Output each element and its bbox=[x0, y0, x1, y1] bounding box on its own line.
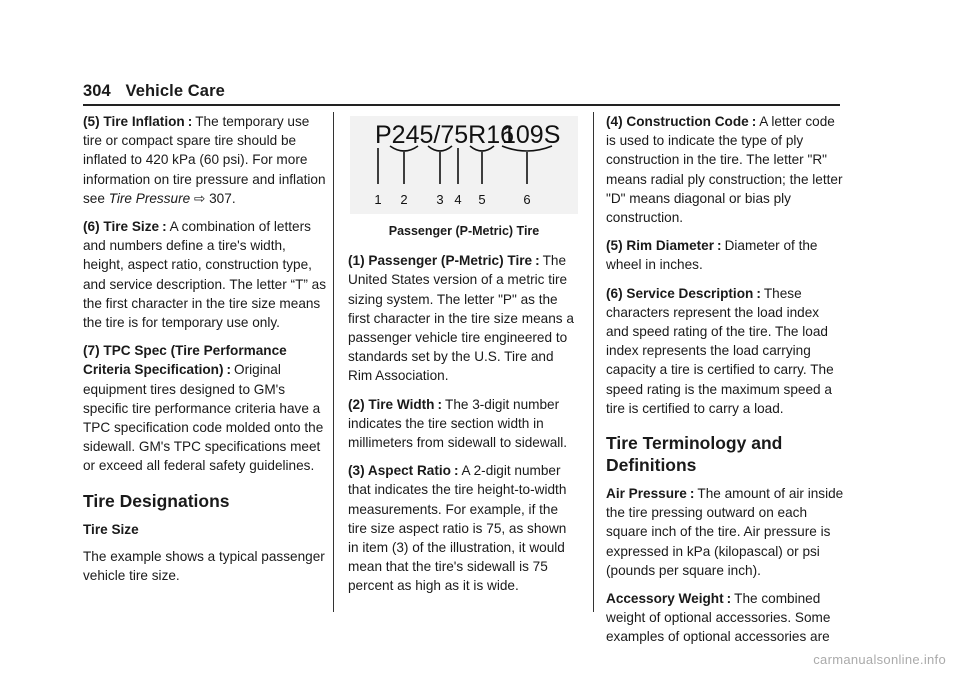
colon: : bbox=[751, 114, 757, 129]
tire-size-illustration bbox=[350, 116, 578, 214]
page-reference[interactable]: ⇨ 307 bbox=[193, 190, 232, 206]
tire-inflation-entry bbox=[83, 112, 327, 208]
section-title: Vehicle Care bbox=[125, 82, 225, 100]
definition: The United States version of a metric tire sizing system. The letter "P" as the first character in the tire size means a passenger vehicle tire engineered to standards set by the U.S. Tire and Rim Association. bbox=[348, 253, 574, 384]
construction-code-entry bbox=[606, 112, 844, 227]
callout-3: 3 bbox=[436, 192, 444, 207]
page-number: 304 bbox=[83, 82, 111, 100]
column-1 bbox=[83, 112, 327, 594]
column-2 bbox=[348, 112, 580, 605]
tire-designations-heading: Tire Designations bbox=[83, 490, 230, 511]
definition: The combined weight of optional accessories. Some examples of optional accessories are bbox=[606, 591, 831, 645]
figure-caption: Passenger (P-Metric) Tire bbox=[388, 224, 540, 238]
aspect-ratio-entry bbox=[348, 461, 580, 595]
callout-2: 2 bbox=[400, 192, 408, 207]
term: Accessory Weight bbox=[606, 591, 724, 607]
column-divider bbox=[333, 112, 334, 612]
callout-4: 4 bbox=[454, 192, 462, 207]
colon: : bbox=[689, 486, 695, 502]
term: (6) Service Description bbox=[606, 285, 754, 301]
term: (4) Construction Code bbox=[606, 114, 749, 129]
term: (2) Tire Width bbox=[348, 396, 435, 412]
tire-size-subheading: Tire Size bbox=[83, 521, 139, 537]
definition: The amount of air inside the tire pressing outward on each square inch of the tire. Air pressure is expressed in kPa (kilopascal) or psi (pounds per square inch). bbox=[606, 486, 844, 578]
colon: : bbox=[726, 591, 732, 607]
callout-6: 6 bbox=[523, 192, 531, 207]
tire-pressure-link[interactable]: Tire Pressure bbox=[108, 190, 191, 206]
term: (6) Tire Size bbox=[83, 219, 160, 235]
period: . bbox=[231, 190, 236, 206]
tire-code-main: P245/75R16 bbox=[375, 121, 515, 149]
definition: These characters represent the load index and speed rating of the tire. The load index represents the load carrying capacity a tire is certified to carry. The speed rating is the maximum speed a tire is certified to carry a load. bbox=[606, 285, 834, 416]
definition: Diameter of the wheel in inches. bbox=[606, 238, 818, 273]
example-text: The example shows a typical passenger vehicle tire size. bbox=[83, 548, 325, 584]
tire-terminology-heading: Tire Terminology and Definitions bbox=[606, 433, 783, 476]
term: (5) Rim Diameter bbox=[606, 238, 715, 254]
column-divider bbox=[593, 112, 594, 612]
tpc-spec-entry bbox=[83, 341, 327, 475]
term: (7) TPC Spec (Tire Performance Criteria Specification) bbox=[83, 343, 287, 378]
tire-code-diagram bbox=[350, 116, 578, 214]
colon: : bbox=[162, 219, 167, 235]
page-header bbox=[83, 82, 225, 101]
callout-5: 5 bbox=[478, 192, 486, 207]
tire-size-entry bbox=[83, 217, 327, 332]
definition: Original equipment tires designed to GM's specific tire performance criteria have a TPC specification code molded onto the sidewall. GM's TPC specifications meet or exceed all federal safety guidelines. bbox=[83, 362, 324, 474]
colon: : bbox=[226, 362, 232, 378]
tire-code-service: 109S bbox=[502, 121, 561, 149]
colon: : bbox=[535, 253, 540, 269]
definition: The temporary use tire or compact spare tire should be inflated to 420 kPa (60 psi). For more information on tire pressure and inflation see bbox=[83, 114, 326, 206]
column-3 bbox=[606, 112, 844, 656]
rim-diameter-entry bbox=[606, 236, 844, 274]
colon: : bbox=[756, 285, 761, 301]
term: (5) Tire Inflation bbox=[83, 114, 185, 129]
term: Air Pressure bbox=[606, 486, 687, 502]
callout-lines bbox=[378, 146, 552, 184]
colon: : bbox=[453, 463, 459, 479]
air-pressure-entry bbox=[606, 484, 844, 580]
term: (1) Passenger (P-Metric) Tire bbox=[348, 253, 533, 269]
tire-width-entry bbox=[348, 395, 580, 453]
definition: The 3-digit number indicates the tire section width in millimeters from sidewall to sidewall. bbox=[348, 396, 568, 451]
watermark: carmanualsonline.info bbox=[813, 652, 946, 667]
definition: A letter code is used to indicate the type of ply construction in the tire. The letter "R" means radial ply construction; the letter "D" means diagonal or bias ply construction. bbox=[606, 114, 843, 226]
colon: : bbox=[187, 114, 193, 129]
callout-1: 1 bbox=[374, 192, 382, 207]
accessory-weight-entry bbox=[606, 589, 844, 647]
passenger-tire-entry bbox=[348, 251, 580, 385]
colon: : bbox=[717, 238, 722, 254]
colon: : bbox=[437, 396, 443, 412]
definition: A combination of letters and numbers define a tire's width, height, aspect ratio, construction type, and service description. The letter “T” as the first character in the tire size means the tire is for temporary use only. bbox=[83, 219, 327, 331]
service-description-entry bbox=[606, 284, 844, 418]
term: (3) Aspect Ratio bbox=[348, 463, 451, 479]
header-rule bbox=[83, 104, 840, 106]
definition: A 2-digit number that indicates the tire height-to-width measurements. For example, if the tire size aspect ratio is 75, as shown in item (3) of the illustration, it would mean that the tire's sidewall is 75 percent as high as it is wide. bbox=[348, 463, 567, 594]
